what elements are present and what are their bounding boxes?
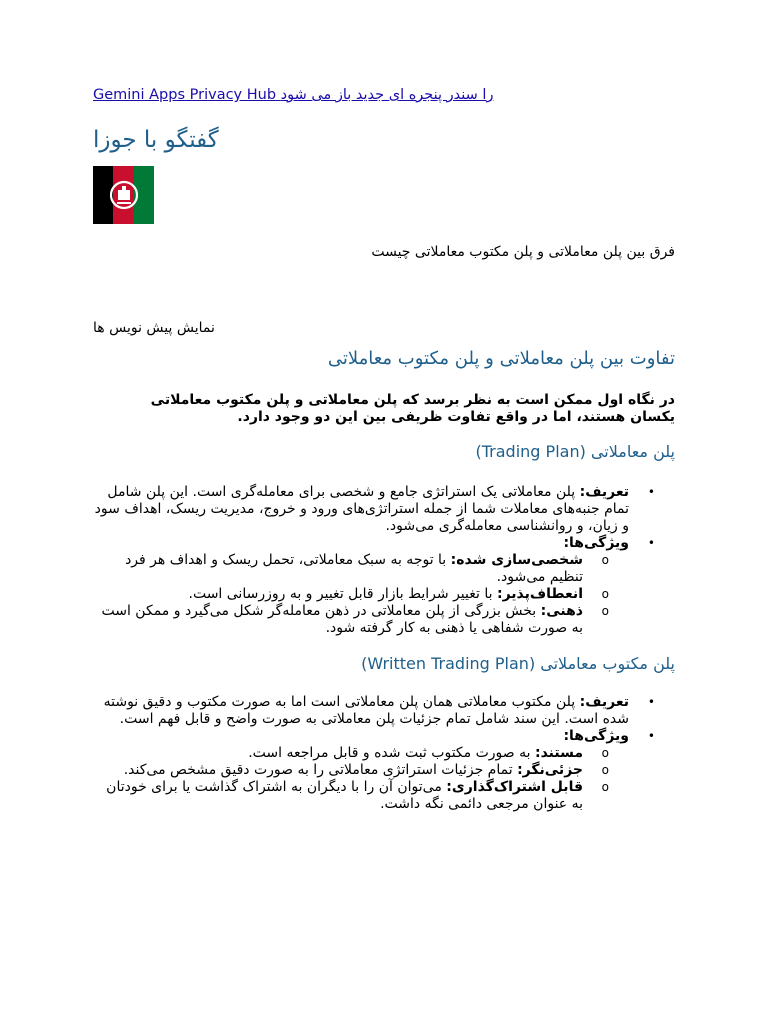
list-item bbox=[93, 586, 629, 603]
circle-bullet-icon: o bbox=[601, 553, 609, 567]
definition-text: پلن معاملاتی یک استراتژی جامع و شخصی برای معامله‌گری است. این پلن شامل تمام جنبه‌های معاملات شما از جمله استراتژی‌های ورود و خروج، مدیریت ریسک، اهداف سود و زیان، و روانشناسی معامله‌گری می‌شود. bbox=[94, 484, 629, 534]
feature-text: تمام جزئیات استراتژی معاملاتی را به صورت دقیق مشخص می‌کند. bbox=[123, 762, 518, 778]
main-heading: تفاوت بین پلن معاملاتی و پلن مکتوب معاملاتی bbox=[327, 348, 675, 369]
feature-text: می‌توان آن را با دیگران به اشتراک گذاشت یا برای خودتان به عنوان مرجعی دائمی نگه داشت. bbox=[106, 779, 583, 812]
feature-text: بخش بزرگی از پلن معاملاتی در ذهن معامله‌گر شکل می‌گیرد و ممکن است به صورت شفاهی یا ذهنی به کار گرفته شود. bbox=[101, 603, 583, 636]
user-question: فرق بین پلن معاملاتی و پلن مکتوب معاملاتی چیست bbox=[371, 244, 675, 260]
bullet-icon: • bbox=[647, 485, 655, 499]
section1-list bbox=[93, 484, 675, 637]
feature-label: جزئی‌نگر: bbox=[517, 762, 583, 778]
features-sublist bbox=[93, 745, 629, 813]
list-item bbox=[93, 728, 675, 813]
features-label: ویژگی‌ها: bbox=[563, 728, 629, 744]
bullet-icon: • bbox=[647, 695, 655, 709]
circle-bullet-icon: o bbox=[601, 763, 609, 777]
list-item bbox=[93, 552, 629, 586]
list-item bbox=[93, 745, 629, 762]
features-label: ویژگی‌ها: bbox=[563, 535, 629, 551]
feature-label: انعطاف‌پذیر: bbox=[496, 586, 583, 602]
section1-heading: پلن معاملاتی (Trading Plan) bbox=[475, 442, 675, 461]
bullet-icon: • bbox=[647, 729, 655, 743]
feature-label: ذهنی: bbox=[540, 603, 583, 619]
feature-text: به صورت مکتوب ثبت شده و قابل مراجعه است. bbox=[248, 745, 535, 761]
circle-bullet-icon: o bbox=[601, 587, 609, 601]
feature-text: با توجه به سبک معاملاتی، تحمل ریسک و اهداف هر فرد تنظیم می‌شود. bbox=[125, 552, 583, 585]
definition-text: پلن مکتوب معاملاتی همان پلن معاملاتی است اما به صورت مکتوب و دقیق نوشته شده است. این سند شامل تمام جزئیات پلن معاملاتی به صورت واضح و قابل فهم است. bbox=[103, 694, 629, 727]
section2-list bbox=[93, 694, 675, 813]
show-drafts-link[interactable]: نمایش پیش نویس ها bbox=[93, 320, 215, 336]
page-title: گفتگو با جوزا bbox=[93, 127, 219, 153]
circle-bullet-icon: o bbox=[601, 746, 609, 760]
feature-label: شخصی‌سازی شده: bbox=[450, 552, 583, 568]
feature-text: با تغییر شرایط بازار قابل تغییر و به روزرسانی است. bbox=[188, 586, 497, 602]
list-item bbox=[93, 762, 629, 779]
section2-heading: پلن مکتوب معاملاتی (Written Trading Plan) bbox=[361, 654, 675, 673]
circle-bullet-icon: o bbox=[601, 780, 609, 794]
list-item bbox=[93, 779, 629, 813]
intro-paragraph: در نگاه اول ممکن است به نظر برسد که پلن معاملاتی و پلن مکتوب معاملاتی یکسان هستند، اما در واقع تفاوت ظریفی بین این دو وجود دارد. bbox=[150, 392, 675, 425]
feature-label: مستند: bbox=[534, 745, 583, 761]
features-sublist bbox=[93, 552, 629, 637]
feature-label: قابل اشتراک‌گذاری: bbox=[446, 779, 583, 795]
circle-bullet-icon: o bbox=[601, 604, 609, 618]
list-item bbox=[93, 694, 675, 728]
definition-label: تعریف: bbox=[579, 484, 629, 500]
flag-emblem-icon bbox=[108, 178, 140, 212]
privacy-hub-link[interactable]: Gemini Apps Privacy Hub را سندر پنجره ای جدید باز می شود bbox=[93, 87, 494, 103]
list-item bbox=[93, 603, 629, 637]
bullet-icon: • bbox=[647, 536, 655, 550]
list-item bbox=[93, 484, 675, 535]
list-item bbox=[93, 535, 675, 637]
definition-label: تعریف: bbox=[579, 694, 629, 710]
afghanistan-flag-image bbox=[93, 166, 154, 224]
